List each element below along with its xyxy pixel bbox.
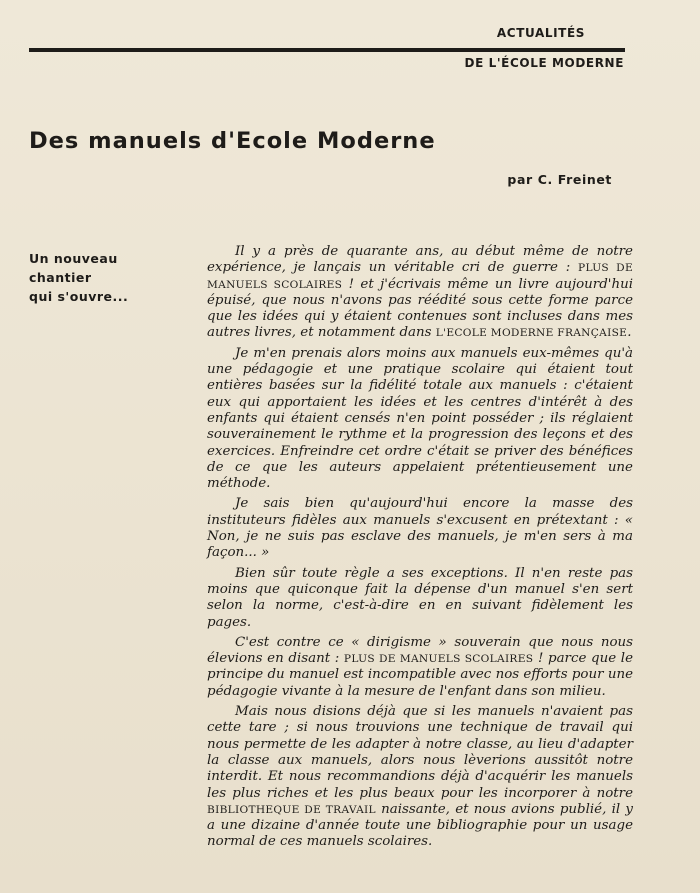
small-caps-run: L'ECOLE MODERNE FRANÇAISE: [435, 327, 628, 340]
text-run: C'est contre ce « dirigisme » souverain que nous nous élevions en disant :: [207, 634, 633, 667]
section-header-ecole-moderne: DE L'ÉCOLE MODERNE: [464, 56, 624, 70]
header-rule: [29, 48, 625, 52]
side-heading: [29, 249, 159, 306]
text-run: Bien sûr toute règle a ses exceptions. Il n'en reste pas moins que quiconque fait la dépense d'un manuel s'en sert selon la norme, c'est-à-dire en en suivant fidèlement les pages.: [207, 565, 633, 630]
paragraph-6: [207, 704, 633, 851]
paragraph-1: [207, 244, 633, 342]
text-run: Je sais bien qu'aujourd'hui encore la masse des instituteurs fidèles aux manuels s'excusent en prétextant : « Non, je ne suis pas esclave des manuels, je m'en sers à ma façon... »: [207, 496, 633, 561]
text-run: .: [627, 325, 632, 341]
side-heading-line: Un nouveau: [29, 251, 118, 266]
section-header-actualites: ACTUALITÉS: [496, 26, 585, 40]
text-run: naissante, et nous avions publié, il y a une dizaine d'année toute une bibliographie pour un usage normal de ces manuels scolaires.: [207, 801, 633, 850]
text-run: ! et j'écrivais même un livre aujourd'hui épuisé, que nous n'avons pas réédité sous cette forme parce que les idées qui y étaient contenues sont incluses dans mes autres livres, et notamment dans: [207, 276, 633, 341]
article-title: Des manuels d'Ecole Moderne: [29, 128, 436, 154]
text-run: ! parce que le principe du manuel est incompatible avec nos efforts pour une pédagogie vivante à la mesure de l'enfant dans son milieu.: [207, 651, 633, 699]
small-caps-run: PLUS DE MANUELS SCOLAIRES: [343, 653, 534, 666]
paragraph-2: [207, 346, 633, 493]
article-byline: par C. Freinet: [507, 172, 612, 187]
side-heading-line: chantier: [29, 270, 92, 285]
text-run: Mais nous disions déjà que si les manuels n'avaient pas cette tare ; si nous trouvions une technique de travail qui nous permette de les adapter à notre classe, au lieu d'adapter la classe aux manuels, alors nous lèverions aussitôt notre interdit. Et nous recommandions déjà d'acquérir les manuels les plus riches et les plus beaux pour les incorporer à notre: [207, 704, 633, 801]
small-caps-run: PLUS DE MANUELS SCOLAIRES: [207, 262, 633, 291]
text-run: Il y a près de quarante ans, au début même de notre expérience, je lançais un véritable cri de guerre :: [207, 244, 633, 276]
paragraph-5: [207, 635, 633, 700]
article-body: [207, 244, 633, 855]
text-run: Je m'en prenais alors moins aux manuels eux-mêmes qu'à une pédagogie et une pratique scolaire qui étaient tout entières basées sur la fidélité totale aux manuels : c'étaient eux qui apportaient les idées et les centres d'intérêt à des enfants qui étaient censés n'en point posséder ; ils réglaient souverainement le rythme et la progression des leçons et des exercices. Enfreindre cet ordre c'était se priver des bénéfices de ce que les auteurs appelaient prétentieusement une méthode.: [207, 345, 633, 492]
side-heading-line: qui s'ouvre...: [29, 289, 129, 304]
paragraph-4: [207, 566, 633, 631]
small-caps-run: BIBLIOTHEQUE DE TRAVAIL: [207, 803, 376, 816]
paragraph-3: [207, 496, 633, 561]
